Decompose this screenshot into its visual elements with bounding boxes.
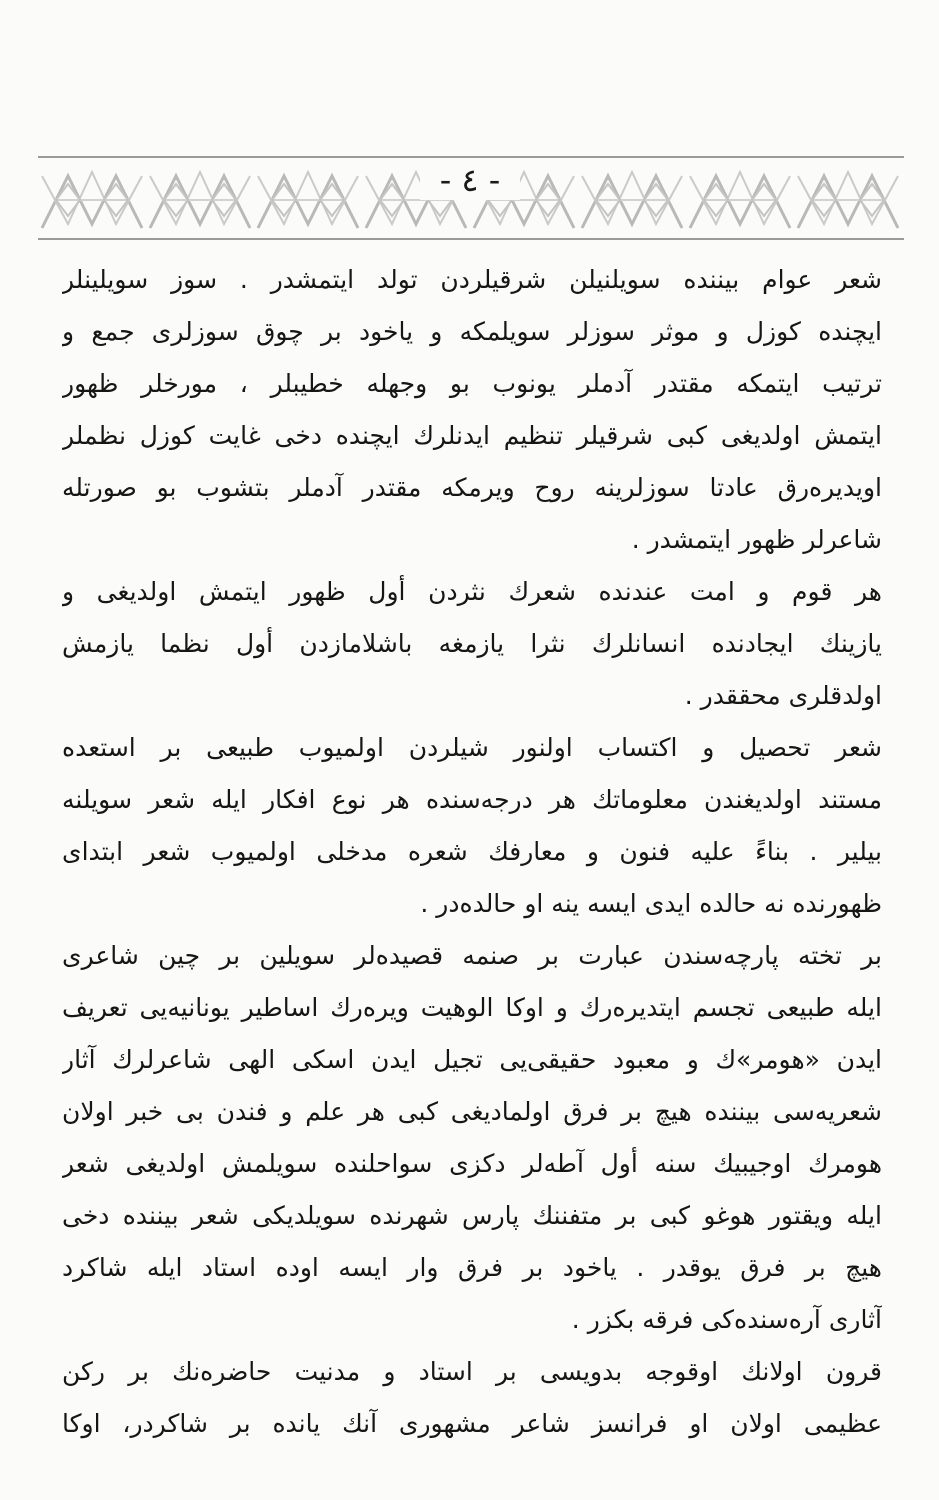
text-line: آثارى آره‌سنده‌كى فرقه بكزر . <box>571 1305 882 1334</box>
text-line: ايچنده كوزل و موثر سوزلر سويلمكه و ياخود بر چوق سوزلرى جمع و <box>62 317 882 346</box>
text-line: بيلير . بناءً عليه فنون و معارفك شعره مدخلى اولميوب شعر ابتداى <box>62 837 882 866</box>
text-line: اولدقلرى محققدر . <box>684 681 882 710</box>
main-text <box>62 254 882 1450</box>
page-number: - ٤ - <box>420 160 520 200</box>
text-line: شعريه‌سى بيننده هيچ بر فرق اولماديغى كبى هر علم و فندن بى خبر اولان <box>62 1097 882 1126</box>
text-line: بر تخته پارچه‌سندن عبارت بر صنمه قصيده‌لر سويلين بر چين شاعرى <box>62 941 882 970</box>
text-line: مستند اولديغندن معلوماتك هر درجه‌سنده هر نوع افكار ايله شعر سويلنه <box>62 785 882 814</box>
text-line: ترتيب ايتمكه مقتدر آدملر يونوب بو وجهله خطيبلر ، مورخلر ظهور <box>62 369 882 398</box>
text-line: هومرك اوجيبيك سنه أول آطه‌لر دكزى سواحلنده سويلمش اولديغى شعر <box>62 1149 882 1178</box>
text-line: ايدن «هومر»ك و معبود حقيقى‌يى تجيل ايدن اسكى الهى شاعرلرك آثار <box>62 1045 882 1074</box>
text-line: ايله ويقتور هوغو كبى بر متفننك پارس شهرنده سويلديكى شعر بيننده دخى <box>62 1201 882 1230</box>
text-line: ايله طبيعى تجسم ايتديره‌رك و اوكا الوهيت ويره‌رك اساطير يونانيه‌يى تعريف <box>62 993 882 1022</box>
header-bottom-rule <box>38 238 904 240</box>
text-line: عظيمى اولان او فرانسز شاعر مشهورى آنك يانده بر شاكردر، اوكا <box>62 1409 882 1438</box>
text-line: يازينك ايجادنده انسانلرك نثرا يازمغه باشلامازدن أول نظما يازمش <box>62 629 882 658</box>
text-line: ظهورنده نه حالده ايدى ايسه ينه او حالده‌در . <box>420 889 882 918</box>
text-line: هيچ بر فرق يوقدر . ياخود بر فرق وار ايسه اوده استاد ايله شاكرد <box>62 1253 882 1282</box>
text-line: شعر تحصيل و اكتساب اولنور شيلردن اولميوب طبيعى بر استعده <box>62 733 882 762</box>
text-line: اويديره‌رق عادتا سوزلرينه روح ويرمكه مقتدر آدملر بتشوب بو صورتله <box>62 473 882 502</box>
text-line: شعر عوام بيننده سويلنيلن شرقيلردن تولد ايتمشدر . سوز سويلينلر <box>62 265 882 294</box>
text-line: هر قوم و امت عندنده شعرك نثردن أول ظهور ايتمش اولديغى و <box>62 577 882 606</box>
text-line: قرون اولانك اوقوجه بدويسى بر استاد و مدنيت حاضره‌نك بر ركن <box>62 1357 882 1386</box>
header-top-rule <box>38 156 904 158</box>
text-line: ايتمش اولديغى كبى شرقيلر تنظيم ايدنلرك ايچنده دخى غايت كوزل نظملر <box>62 421 882 450</box>
text-line: شاعرلر ظهور ايتمشدر . <box>631 525 882 554</box>
